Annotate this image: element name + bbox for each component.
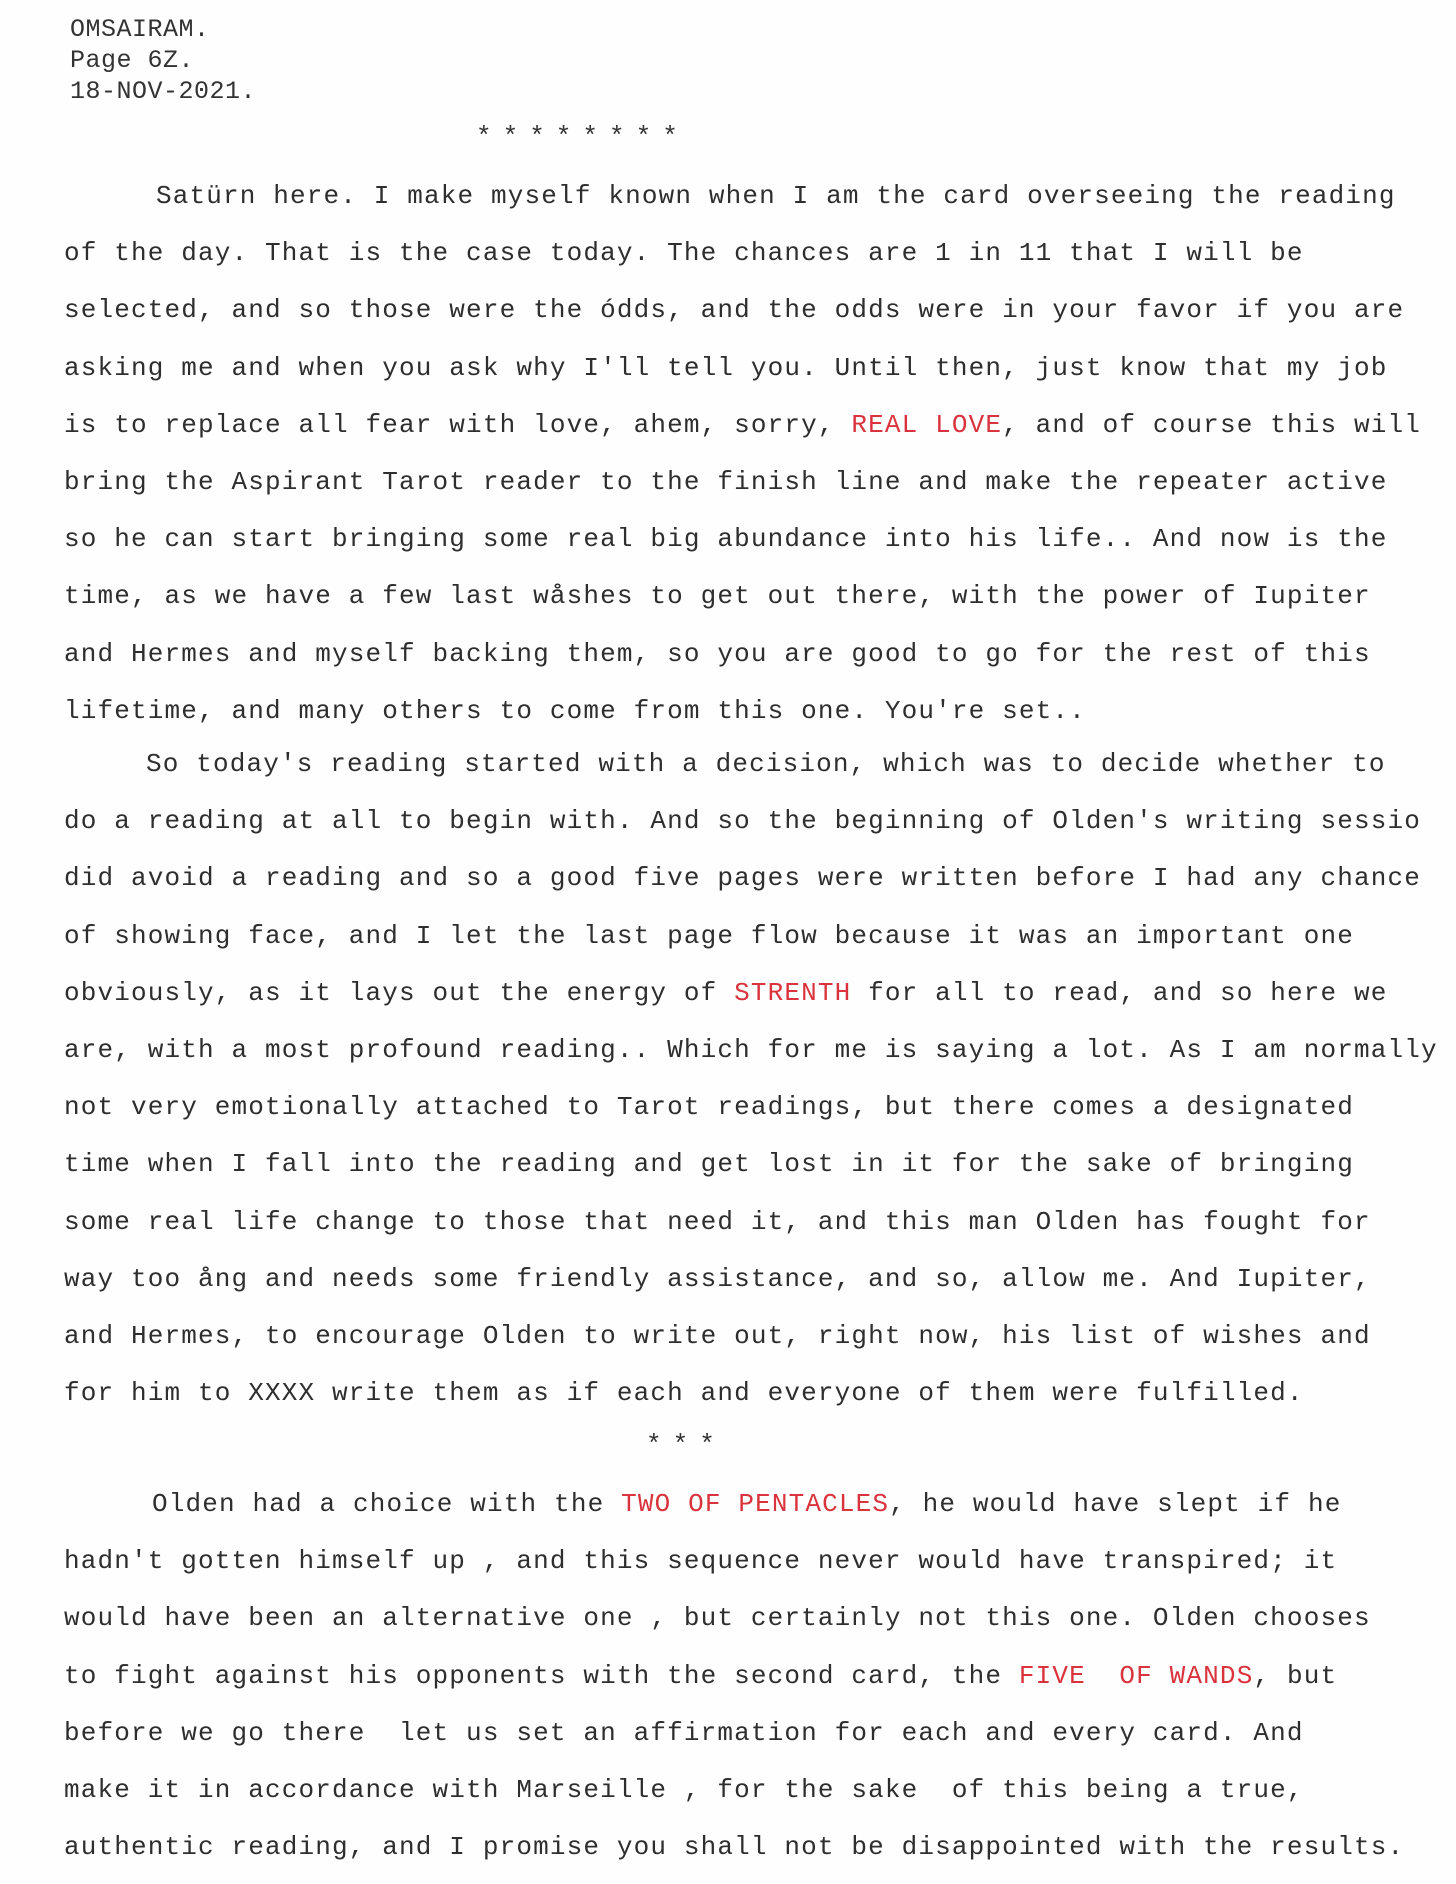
section-divider-mid: *** [646, 1430, 726, 1460]
text-line [64, 1206, 1454, 1238]
text-segment: make it in accordance with Marseille , for the sake of this being a true, [64, 1775, 1304, 1805]
header-date: 18-NOV-2021. [70, 77, 257, 106]
text-segment: time, as we have a few last wåshes to get out there, with the power of Iupiter [64, 581, 1371, 612]
text-line [146, 748, 1454, 780]
text-segment: bring the Aspirant Tarot reader to the finish line and make the repeater active [64, 467, 1388, 497]
text-line [64, 805, 1454, 837]
text-segment: Satürn here. I make myself known when I am the card overseeing the reading [156, 181, 1396, 211]
text-line [64, 523, 1454, 555]
text-line [64, 1377, 1454, 1409]
text-segment: way too ång and needs some friendly assistance, and so, allow me. And Iupiter, [64, 1263, 1371, 1294]
text-line [64, 977, 1454, 1009]
text-line [64, 1545, 1454, 1577]
text-segment: lifetime, and many others to come from this one. You're set.. [64, 695, 1086, 726]
text-segment: time when I fall into the reading and get lost in it for the sake of bringing [64, 1149, 1354, 1180]
text-line [64, 1660, 1454, 1692]
text-line [64, 1717, 1454, 1749]
text-line [64, 862, 1454, 894]
text-line [64, 1148, 1454, 1180]
text-line [64, 1320, 1454, 1352]
text-segment: asking me and when you ask why I'll tell you. Until then, just know that my job [64, 352, 1388, 383]
text-segment: , and of course this will [1002, 409, 1421, 440]
text-segment: would have been an alternative one , but certainly not this one. Olden chooses [64, 1603, 1371, 1634]
card-name-highlight: TWO OF PENTACLES [621, 1489, 890, 1519]
text-segment: before we go there let us set an affirmation for each and every card. And [64, 1717, 1304, 1748]
section-divider-top: ******** [476, 122, 689, 152]
card-name-highlight: REAL LOVE [851, 409, 1003, 440]
header-page-number: Page 6Z. [70, 46, 195, 75]
text-line [64, 1602, 1454, 1634]
text-line [64, 580, 1454, 612]
text-segment: authentic reading, and I promise you shall not be disappointed with the results. [64, 1832, 1405, 1863]
text-segment: of showing face, and I let the last page flow because it was an important one [64, 920, 1354, 951]
text-segment: do a reading at all to begin with. And so the beginning of Olden's writing sessio [64, 806, 1421, 837]
text-line [64, 1831, 1454, 1863]
text-segment: not very emotionally attached to Tarot readings, but there comes a designated [64, 1092, 1354, 1123]
text-segment: hadn't gotten himself up , and this sequence never would have transpired; it [64, 1546, 1338, 1577]
text-segment: of the day. That is the case today. The chances are 1 in 11 that I will be [64, 238, 1304, 269]
text-line [64, 294, 1454, 326]
text-segment: are, with a most profound reading.. Which for me is saying a lot. As I am normally [64, 1035, 1438, 1065]
header-title: OMSAIRAM. [70, 15, 210, 44]
text-segment: to fight against his opponents with the second card, the [64, 1660, 1019, 1691]
card-name-highlight: FIVE OF WANDS [1018, 1660, 1254, 1691]
text-segment: and Hermes and myself backing them, so you are good to go for the rest of this [64, 638, 1371, 669]
text-line [64, 920, 1454, 952]
text-segment: So today's reading started with a decision, which was to decide whether to [146, 749, 1386, 779]
text-line [64, 409, 1454, 441]
text-segment: some real life change to those that need it, and this man Olden has fought for [64, 1206, 1371, 1237]
text-segment: obviously, as it lays out the energy of [64, 977, 735, 1008]
text-line [64, 638, 1454, 670]
text-line [64, 1263, 1454, 1295]
text-line [64, 1034, 1454, 1066]
text-line [64, 1091, 1454, 1123]
text-line [64, 237, 1454, 269]
text-line [64, 1774, 1454, 1806]
text-segment: so he can start bringing some real big abundance into his life.. And now is the [64, 524, 1388, 555]
text-segment: Olden had a choice with the [152, 1489, 622, 1519]
text-segment: for all to read, and so here we [851, 977, 1388, 1008]
text-segment: selected, and so those were the ódds, and the odds were in your favor if you are [64, 295, 1405, 326]
text-segment: for him to XXXX write them as if each and everyone of them were fulfilled. [64, 1378, 1304, 1409]
text-segment: and Hermes, to encourage Olden to write out, right now, his list of wishes and [64, 1321, 1371, 1351]
text-line [64, 466, 1454, 498]
text-segment: , he would have slept if he [889, 1489, 1342, 1519]
text-segment: did avoid a reading and so a good five pages were written before I had any chance [64, 863, 1421, 894]
text-line [64, 695, 1454, 727]
card-name-highlight: STRENTH [734, 977, 852, 1008]
page-header [70, 14, 256, 107]
text-line [64, 352, 1454, 384]
text-line [152, 1488, 1454, 1520]
text-line [156, 180, 1454, 212]
text-segment: is to replace all fear with love, ahem, sorry, [64, 409, 852, 440]
text-segment: , but [1253, 1660, 1338, 1691]
